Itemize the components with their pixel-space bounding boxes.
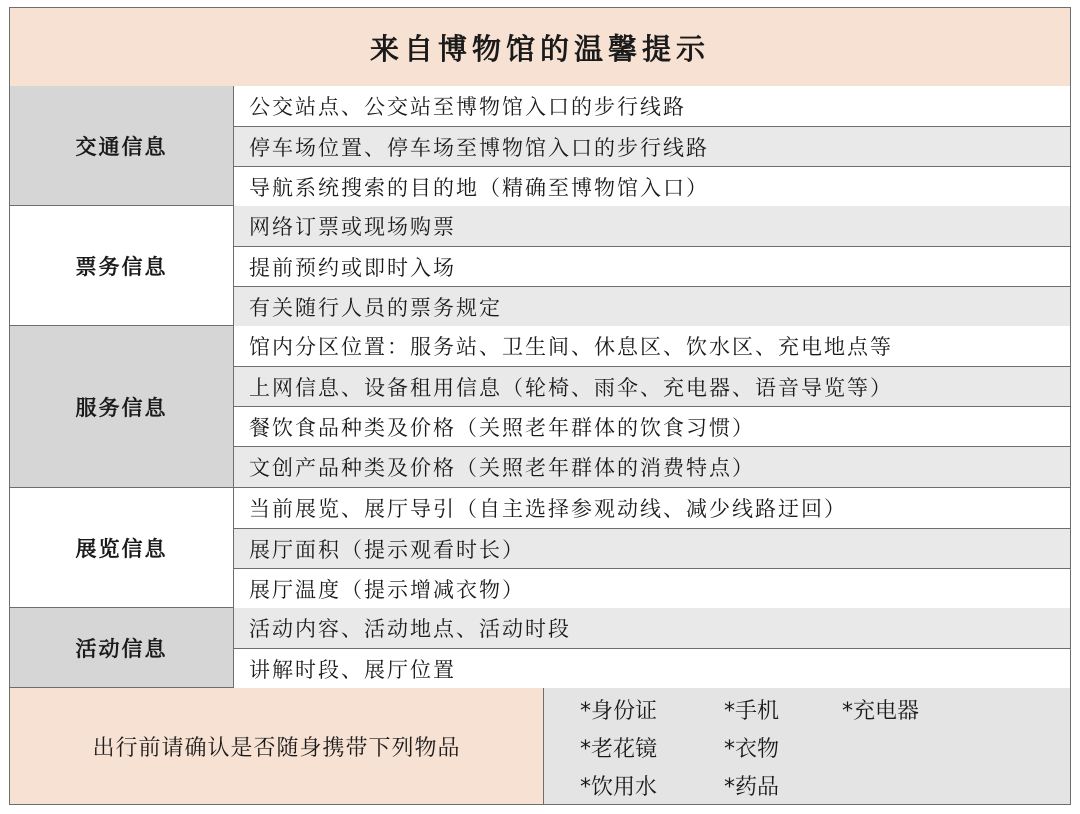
list-item: 有关随行人员的票务规定 xyxy=(234,286,1070,326)
section-activity xyxy=(10,608,1070,688)
checklist-item: *老花镜 xyxy=(580,737,658,762)
list-item: 当前展览、展厅导引（自主选择参观动线、减少线路迂回） xyxy=(234,488,1070,528)
list-item: 餐饮食品种类及价格（关照老年群体的饮食习惯） xyxy=(234,406,1070,446)
section-service xyxy=(10,326,1070,488)
checklist-item: *充电器 xyxy=(842,699,920,724)
list-item: 馆内分区位置：服务站、卫生间、休息区、饮水区、充电地点等 xyxy=(234,326,1070,366)
checklist-item: *手机 xyxy=(724,699,780,724)
list-item: 展厅面积（提示观看时长） xyxy=(234,528,1070,568)
list-item: 公交站点、公交站至博物馆入口的步行线路 xyxy=(234,86,1070,126)
list-item: 讲解时段、展厅位置 xyxy=(234,648,1070,688)
category-label: 活动信息 xyxy=(10,608,234,687)
checklist-section xyxy=(10,688,1070,804)
checklist-item: *身份证 xyxy=(580,699,658,724)
list-item: 提前预约或即时入场 xyxy=(234,246,1070,286)
list-item: 展厅温度（提示增减衣物） xyxy=(234,568,1070,608)
checklist-items xyxy=(544,688,1070,804)
checklist-item: *饮用水 xyxy=(580,775,658,800)
checklist-item: *衣物 xyxy=(724,737,780,762)
list-item: 停车场位置、停车场至博物馆入口的步行线路 xyxy=(234,126,1070,166)
list-item: 上网信息、设备租用信息（轮椅、雨伞、充电器、语音导览等） xyxy=(234,366,1070,406)
category-label: 交通信息 xyxy=(10,86,234,205)
checklist-item: *药品 xyxy=(724,775,780,800)
category-label: 票务信息 xyxy=(10,206,234,325)
list-item: 导航系统搜索的目的地（精确至博物馆入口） xyxy=(234,166,1070,206)
checklist-label: 出行前请确认是否随身携带下列物品 xyxy=(10,688,544,804)
notice-table xyxy=(9,7,1071,805)
section-ticket xyxy=(10,206,1070,326)
section-traffic xyxy=(10,86,1070,206)
category-label: 服务信息 xyxy=(10,326,234,487)
list-item: 活动内容、活动地点、活动时段 xyxy=(234,608,1070,648)
list-item: 文创产品种类及价格（关照老年群体的消费特点） xyxy=(234,446,1070,487)
page-title: 来自博物馆的温馨提示 xyxy=(10,8,1070,87)
section-exhibit xyxy=(10,488,1070,608)
list-item: 网络订票或现场购票 xyxy=(234,206,1070,246)
category-label: 展览信息 xyxy=(10,488,234,607)
